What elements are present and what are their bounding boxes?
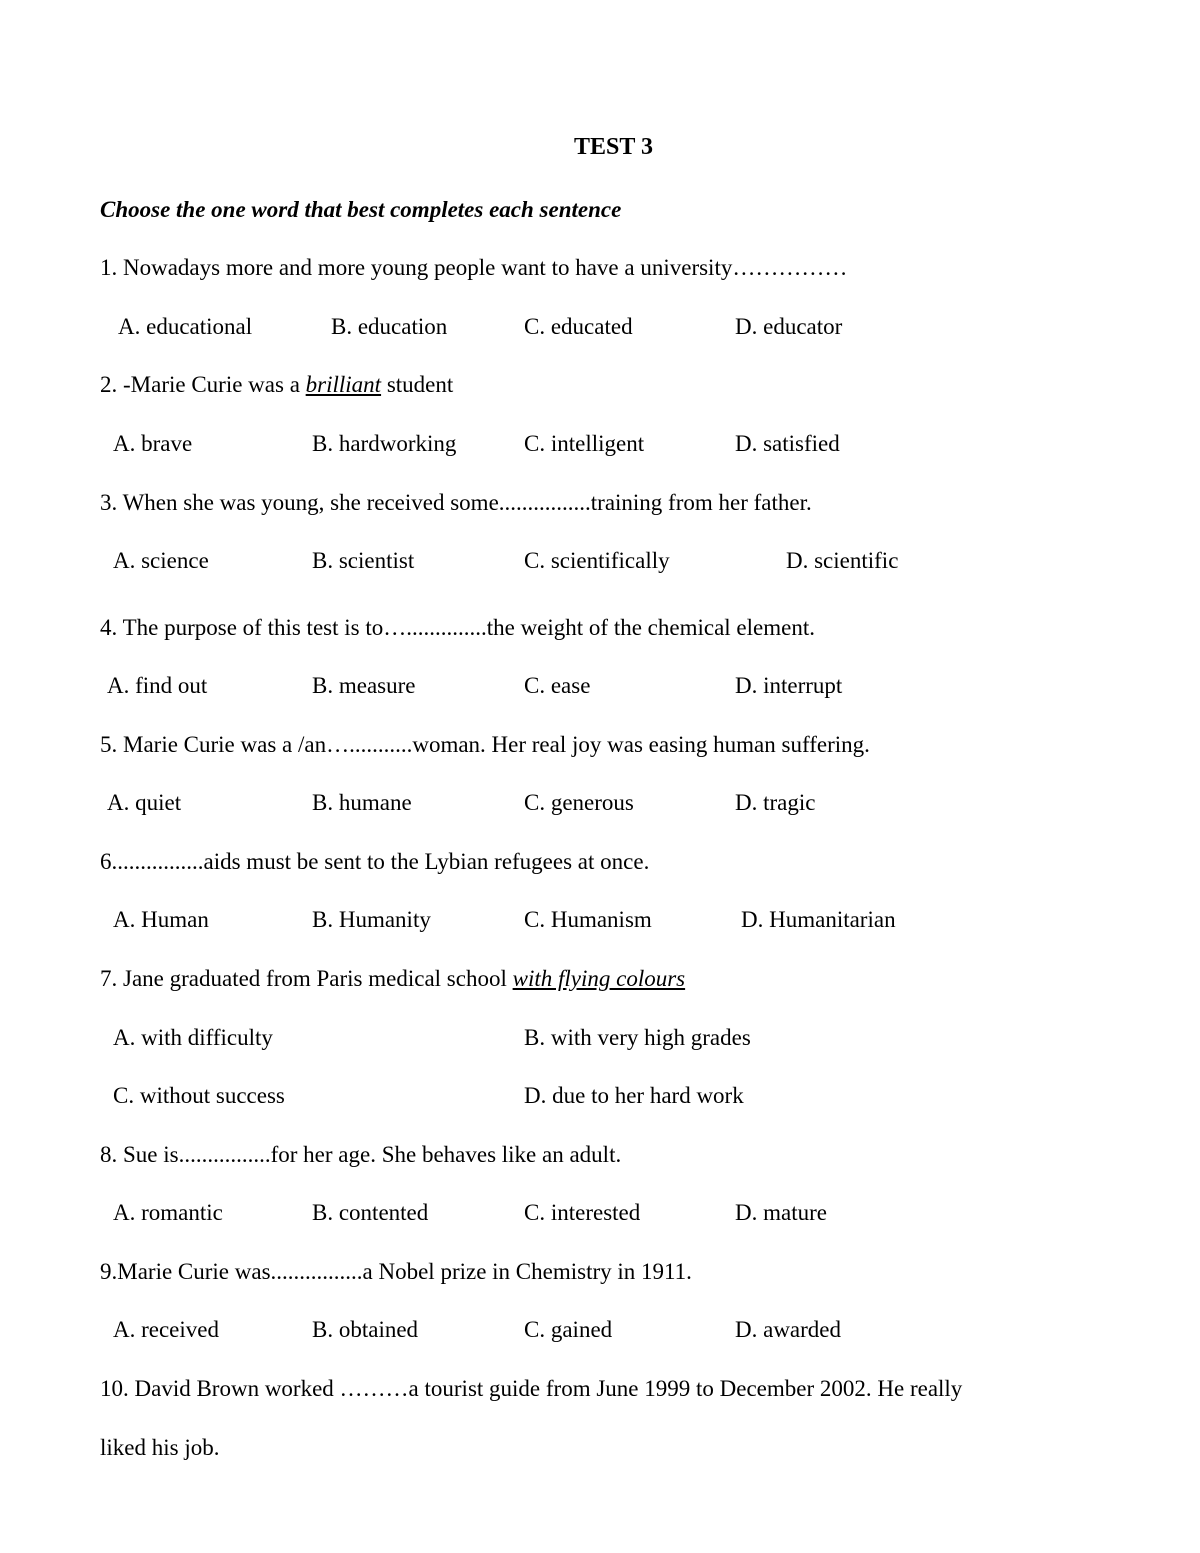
q5-option-a: A. quiet bbox=[107, 790, 182, 815]
q4-option-a: A. find out bbox=[107, 673, 208, 698]
q6-option-b: B. Humanity bbox=[312, 907, 431, 932]
question-4: 4. The purpose of this test is to…..............the weight of the chemical element. bbox=[100, 615, 815, 640]
q3-option-a: A. science bbox=[113, 548, 209, 573]
q1-option-b: B. education bbox=[331, 314, 448, 339]
question-5: 5. Marie Curie was a /an…...........woman. Her real joy was easing human suffering. bbox=[100, 732, 870, 757]
q2-option-a: A. brave bbox=[113, 431, 193, 456]
q5-option-d: D. tragic bbox=[735, 790, 816, 815]
q7-underlined-phrase: with flying colours bbox=[512, 966, 686, 991]
q6-option-d: D. Humanitarian bbox=[741, 907, 896, 932]
q9-option-c: C. gained bbox=[524, 1317, 613, 1342]
q9-option-a: A. received bbox=[113, 1317, 219, 1342]
q7-option-c: C. without success bbox=[113, 1083, 285, 1108]
q9-option-b: B. obtained bbox=[312, 1317, 419, 1342]
q2-underlined-word: brilliant bbox=[305, 372, 382, 397]
q8-option-d: D. mature bbox=[735, 1200, 827, 1225]
q3-option-d: D. scientific bbox=[786, 548, 899, 573]
q8-option-a: A. romantic bbox=[113, 1200, 223, 1225]
q7-prefix: 7. Jane graduated from Paris medical school bbox=[100, 966, 513, 991]
q8-option-b: B. contented bbox=[312, 1200, 429, 1225]
q6-option-c: C. Humanism bbox=[524, 907, 652, 932]
q4-option-b: B. measure bbox=[312, 673, 416, 698]
q7-option-d: D. due to her hard work bbox=[524, 1083, 744, 1108]
q5-option-c: C. generous bbox=[524, 790, 634, 815]
question-3: 3. When she was young, she received some................training from her father. bbox=[100, 490, 812, 515]
q5-option-b: B. humane bbox=[312, 790, 412, 815]
q2-option-b: B. hardworking bbox=[312, 431, 457, 456]
q1-option-a: A. educational bbox=[118, 314, 253, 339]
q4-option-c: C. ease bbox=[524, 673, 591, 698]
question-10-continuation: liked his job. bbox=[100, 1435, 220, 1460]
q9-option-d: D. awarded bbox=[735, 1317, 842, 1342]
q2-option-c: C. intelligent bbox=[524, 431, 645, 456]
q4-option-d: D. interrupt bbox=[735, 673, 843, 698]
q1-option-c: C. educated bbox=[524, 314, 633, 339]
q7-option-b: B. with very high grades bbox=[524, 1025, 751, 1050]
q6-option-a: A. Human bbox=[113, 907, 209, 932]
q8-option-c: C. interested bbox=[524, 1200, 641, 1225]
question-10: 10. David Brown worked ………a tourist guide from June 1999 to December 2002. He really bbox=[100, 1376, 963, 1401]
question-2 bbox=[100, 371, 453, 399]
question-1: 1. Nowadays more and more young people want to have a university…………… bbox=[100, 255, 848, 280]
question-7 bbox=[100, 965, 685, 993]
q2-prefix: 2. -Marie Curie was a bbox=[100, 372, 306, 397]
page-title: TEST 3 bbox=[574, 134, 653, 160]
q1-option-d: D. educator bbox=[735, 314, 843, 339]
question-8: 8. Sue is................for her age. She behaves like an adult. bbox=[100, 1142, 622, 1167]
q2-suffix: student bbox=[381, 372, 454, 397]
instructions: Choose the one word that best completes each sentence bbox=[100, 197, 622, 222]
q7-option-a: A. with difficulty bbox=[113, 1025, 273, 1050]
q3-option-c: C. scientifically bbox=[524, 548, 670, 573]
q3-option-b: B. scientist bbox=[312, 548, 415, 573]
question-6: 6................aids must be sent to the Lybian refugees at once. bbox=[100, 849, 650, 874]
q2-option-d: D. satisfied bbox=[735, 431, 840, 456]
question-9: 9.Marie Curie was................a Nobel prize in Chemistry in 1911. bbox=[100, 1259, 692, 1284]
